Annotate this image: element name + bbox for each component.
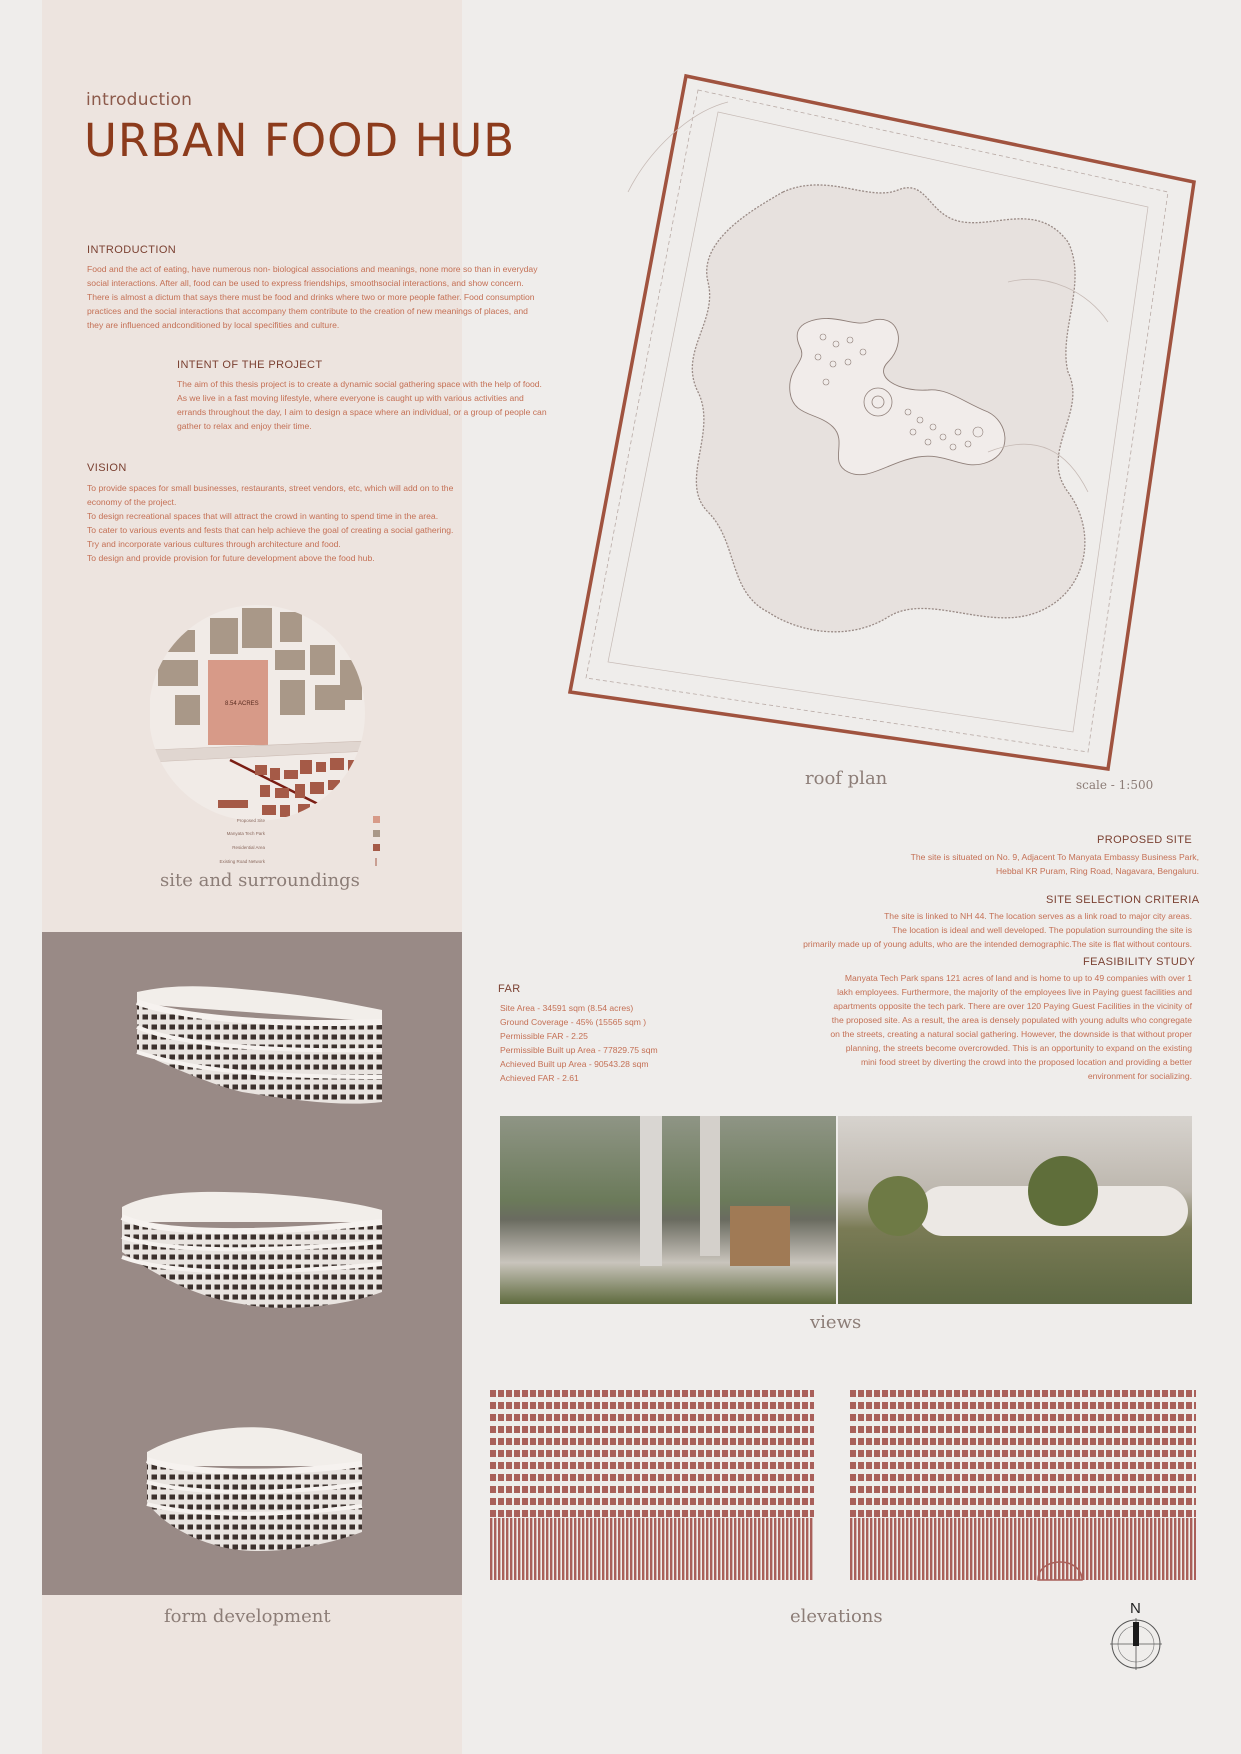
far-line: Permissible FAR - 2.25: [500, 1031, 588, 1041]
feasibility-heading: FEASIBILITY STUDY: [1083, 956, 1196, 968]
intent-line: gather to relax and enjoy their time.: [177, 421, 312, 431]
legend-proposed-site: Proposed Site: [236, 818, 265, 823]
far-line: Permissible Built up Area - 77829.75 sqm: [500, 1045, 658, 1055]
page-title: URBAN FOOD HUB: [84, 114, 516, 167]
far-line: Ground Coverage - 45% (15565 sqm ): [500, 1017, 647, 1027]
feasibility-line: apartments opposite the tech park. There are over 120 Paying Guest Facilities in the vicinity of: [833, 1001, 1192, 1011]
introduction-line: social interactions. After all, food can be used to express friendships, smoothsocial interactions, and show concern.: [87, 278, 524, 288]
site-selection-line: The site is linked to NH 44. The location serves as a link road to major city areas.: [884, 911, 1192, 921]
feasibility-line: planning, the streets become overcrowded. This is an opportunity to expand on the existing: [845, 1043, 1192, 1053]
vision-text: [87, 481, 453, 565]
site-surroundings-caption: site and surroundings: [160, 870, 360, 891]
form-development-massing: [42, 932, 462, 1595]
far-text: [500, 1001, 658, 1085]
intent-line: As we live in a fast moving lifestyle, where everyone is caught up with various activities and: [177, 393, 524, 403]
legend-road-network: Existing Road Network: [219, 859, 265, 864]
feasibility-text: [830, 971, 1192, 1083]
site-selection-line: The location is ideal and well developed. The population surrounding the site is: [892, 925, 1192, 935]
roof-plan-scale: scale - 1:500: [1076, 778, 1154, 792]
elevations-caption: elevations: [790, 1606, 883, 1627]
feasibility-line: mini food street by diverting the crowd into the proposed location and providing a better: [860, 1057, 1192, 1067]
massing-model-1: [137, 986, 382, 1103]
intent-line: The aim of this thesis project is to create a dynamic social gathering space with the help of food.: [177, 379, 542, 389]
elevations-drawing: [490, 1388, 1196, 1586]
introduction-line: practices and the social interactions that accompany them contribute to the creation of new meanings of places, and: [87, 306, 528, 316]
intent-heading: INTENT OF THE PROJECT: [177, 359, 323, 371]
intent-text: [177, 377, 547, 433]
massing-model-2: [122, 1192, 382, 1308]
massing-model-3: [147, 1427, 362, 1551]
legend-residential: Residential Area: [232, 845, 265, 850]
legend-swatch: [373, 844, 380, 851]
vision-heading: VISION: [87, 462, 127, 474]
views-caption: views: [810, 1312, 862, 1333]
north-label: N: [1130, 1600, 1141, 1617]
legend-swatch: [373, 816, 380, 823]
far-line: Site Area - 34591 sqm (8.54 acres): [500, 1003, 634, 1013]
elevation-2-base: [850, 1518, 1196, 1580]
legend-tech-park: Manyata Tech Park: [226, 831, 265, 836]
introduction-line: they are influenced andconditioned by local specifities and culture.: [87, 320, 340, 330]
far-line: Achieved FAR - 2.61: [500, 1073, 579, 1083]
vision-line: To provide spaces for small businesses, restaurants, street vendors, etc, which will add on to the: [87, 483, 454, 493]
far-line: Achieved Built up Area - 90543.28 sqm: [500, 1059, 649, 1069]
vision-line: To cater to various events and fests that can help achieve the goal of creating a social gathering.: [87, 525, 454, 535]
north-arrow-icon: [1108, 1616, 1164, 1672]
view-render-2: [838, 1116, 1192, 1304]
elevation-1-facade: [490, 1388, 814, 1518]
legend-swatch: [373, 830, 380, 837]
feasibility-line: environment for socializing.: [1087, 1071, 1192, 1081]
site-selection-text: [803, 909, 1192, 951]
proposed-site-text: [911, 850, 1199, 878]
vision-line: Try and incorporate various cultures through architecture and food.: [87, 539, 341, 549]
view-render-1: [500, 1116, 836, 1304]
vision-line: To design recreational spaces that will attract the crowd in wanting to spend time in the area.: [87, 511, 439, 521]
proposed-site-heading: PROPOSED SITE: [1097, 834, 1193, 846]
site-area-label: 8.54 ACRES: [225, 701, 259, 707]
vision-line: To design and provide provision for future development above the food hub.: [87, 553, 375, 563]
view-kiosk: [730, 1206, 790, 1266]
view-tree: [868, 1176, 928, 1236]
elevation-1-base: [490, 1518, 814, 1580]
feasibility-line: the proposed site. As a result, the area is densely populated with young adults who congregate: [831, 1015, 1192, 1025]
section-kicker: introduction: [86, 90, 193, 110]
introduction-heading: INTRODUCTION: [87, 244, 177, 256]
far-heading: FAR: [498, 983, 521, 995]
proposed-site-line: Hebbal KR Puram, Ring Road, Nagavara, Bengaluru.: [995, 866, 1199, 876]
site-selection-heading: SITE SELECTION CRITERIA: [1046, 894, 1200, 906]
introduction-line: Food and the act of eating, have numerous non- biological associations and meanings, none more so than in everyday: [87, 264, 538, 274]
roof-plan-drawing: [568, 72, 1196, 772]
feasibility-line: on the streets, creating a natural social gathering. However, the downside is that without proper: [830, 1029, 1192, 1039]
elevation-2-facade: [850, 1388, 1196, 1518]
site-surroundings-map: [150, 600, 390, 870]
vision-line: economy of the project.: [87, 497, 177, 507]
view-tree: [1028, 1156, 1098, 1226]
view-column: [640, 1116, 662, 1266]
feasibility-line: Manyata Tech Park spans 121 acres of land and is home to up to 49 companies with over 1: [844, 973, 1192, 983]
introduction-line: There is almost a dictum that says there must be food and drinks where two or more people father. Food consumption: [87, 292, 535, 302]
proposed-site-line: The site is situated on No. 9, Adjacent To Manyata Embassy Business Park,: [910, 852, 1199, 862]
site-selection-line: primarily made up of young adults, who are the intended demographic.The site is flat without contours.: [803, 939, 1192, 949]
form-development-caption: form development: [164, 1606, 331, 1627]
intent-line: errands throughout the day, I aim to design a space where an individual, or a group of people can: [177, 407, 547, 417]
introduction-text: [87, 262, 538, 332]
view-column: [700, 1116, 720, 1256]
feasibility-line: lakh employees. Furthermore, the majority of the employees live in Paying guest facilities and: [837, 987, 1192, 997]
roof-plan-caption: roof plan: [805, 768, 888, 789]
